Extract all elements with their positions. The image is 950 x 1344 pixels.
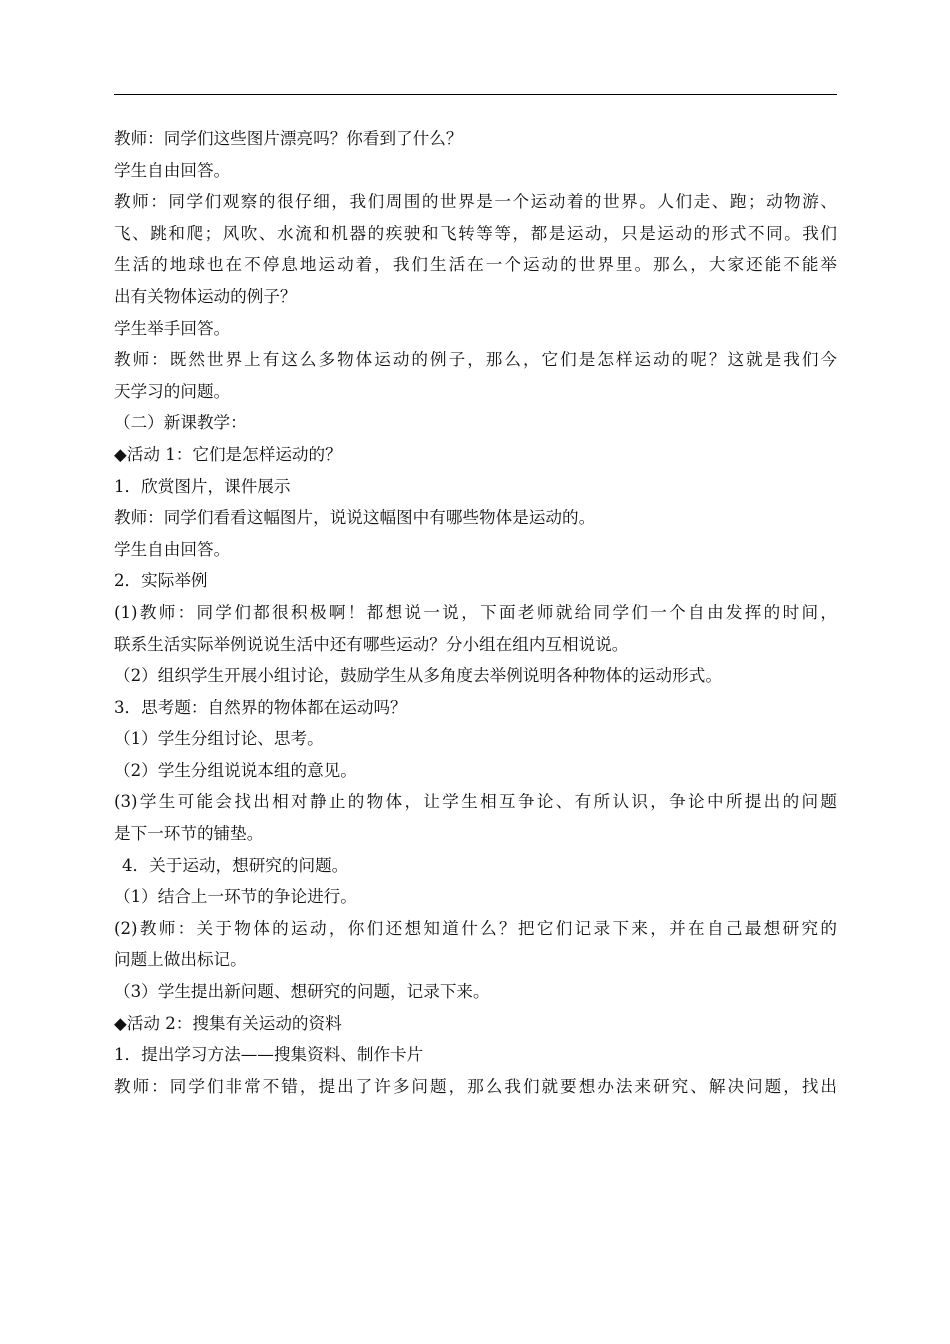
- text-line: 是下一环节的铺垫。: [114, 824, 264, 844]
- text-line: 教师：既然世界上有这么多物体运动的例子，那么，它们是怎样运动的呢？这就是我们今: [114, 350, 837, 370]
- text-line: 教师：同学们非常不错，提出了许多问题，那么我们就要想办法来研究、解决问题，找出: [114, 1076, 837, 1096]
- text-line: 学生自由回答。: [114, 539, 231, 559]
- text-line: 生活的地球也在不停息地运动着，我们生活在一个运动的世界里。那么，大家还能不能举: [114, 255, 837, 275]
- step-heading: 3．思考题：自然界的物体都在运动吗？: [114, 697, 407, 717]
- text-line: 出有关物体运动的例子？: [114, 286, 297, 306]
- text-line: 飞、跳和爬；风吹、水流和机器的疾驶和飞转等等，都是运动，只是运动的形式不同。我们: [114, 223, 837, 243]
- step-heading: 1．欣赏图片，课件展示: [114, 476, 291, 496]
- text-line: (2)教师：关于物体的运动，你们还想知道什么？把它们记录下来，并在自己最想研究的: [114, 918, 837, 938]
- section-heading: （二）新课教学：: [114, 413, 247, 433]
- text-line: 问题上做出标记。: [114, 950, 247, 970]
- text-line: (3)学生可能会找出相对静止的物体，让学生相互争论、有所认识，争论中所提出的问题: [114, 792, 837, 812]
- text-line: 教师：同学们观察的很仔细，我们周围的世界是一个运动着的世界。人们走、跑；动物游、: [114, 192, 837, 212]
- text-line: （3）学生提出新问题、想研究的问题，记录下来。: [114, 982, 490, 1002]
- text-line: 联系生活实际举例说说生活中还有哪些运动？分小组在组内互相说说。: [114, 634, 629, 654]
- text-line: （2）组织学生开展小组讨论，鼓励学生从多角度去举例说明各种物体的运动形式。: [114, 666, 722, 686]
- text-line: （1）学生分组讨论、思考。: [114, 729, 324, 749]
- step-heading: 1．提出学习方法——搜集资料、制作卡片: [114, 1045, 424, 1065]
- text-line: 教师：同学们看看这幅图片，说说这幅图中有哪些物体是运动的。: [114, 508, 596, 528]
- step-heading: 2．实际举例: [114, 571, 208, 591]
- header-rule: [114, 94, 837, 95]
- text-line: 教师：同学们这些图片漂亮吗？你看到了什么？: [114, 129, 463, 148]
- text-line: 天学习的问题。: [114, 381, 231, 401]
- text-line: (1)教师：同学们都很积极啊！都想说一说，下面老师就给同学们一个自由发挥的时间，: [114, 602, 837, 622]
- text-line: 学生自由回答。: [114, 160, 231, 180]
- text-line: （2）学生分组说说本组的意见。: [114, 760, 357, 780]
- text-line: （1）结合上一环节的争论进行。: [114, 887, 357, 907]
- activity-heading: ◆活动 1：它们是怎样运动的？: [114, 444, 342, 464]
- document-body: [114, 123, 837, 1102]
- activity-heading: ◆活动 2：搜集有关运动的资料: [114, 1013, 342, 1033]
- text-line: 学生举手回答。: [114, 318, 231, 338]
- step-heading: 4．关于运动，想研究的问题。: [122, 855, 349, 875]
